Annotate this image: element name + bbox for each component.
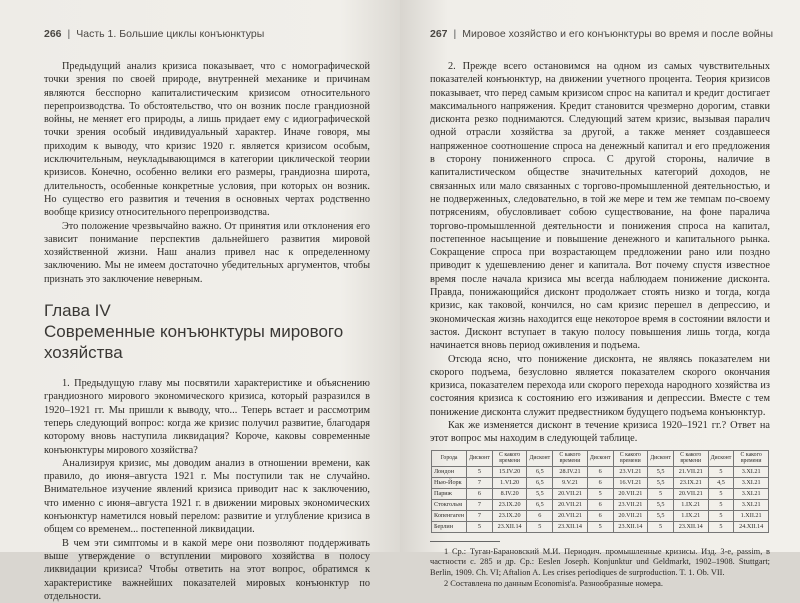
left-paragraph: Это положение чрезвычайно важно. От принятия или отклонения его зависит понимание перспектив дальнейшего развития мировой хозяйственной жизни. Наш анализ привел нас к определенному заключению. Мы не имеем достаточно убедительных аргументов, чтобы признать это заключение неверным. [44, 220, 370, 285]
table-cell: 23.IX.20 [492, 510, 527, 521]
left-page [0, 0, 400, 602]
table-header-cell: С какого времени [492, 450, 527, 466]
left-paragraph: Анализируя кризис, мы доводим анализ в отношении времени, как правило, до июня–августа 1921 г. Мы поступили так не случайно. Внимательное изучение явлений кризиса приводит нас к заключению, что именно с июня–августа 1921 г. в движении мировых экономических конъюнктур наметился новый перелом: развитие и углубление кризиса в общем со временем... постепенной ликвидации. [44, 457, 370, 536]
table-cell: 6,5 [527, 466, 553, 477]
table-cell: 5 [708, 521, 734, 532]
table-header-cell: Дисконт [527, 450, 553, 466]
table-header-cell: С какого времени [553, 450, 588, 466]
left-running-head [44, 28, 264, 40]
table-cell: 7 [467, 499, 493, 510]
left-running-head-title: Часть 1. Большие циклы конъюнктуры [76, 28, 265, 40]
chapter-title: Современные конъюнктуры мирового хозяйства [44, 322, 344, 363]
table-cell: 4,5 [708, 477, 734, 488]
right-paragraph: Как же изменяется дисконт в течение кризиса 1920–1921 гг.? Ответ на этот вопрос мы находим в следующей таблице. [430, 420, 770, 445]
footnote-rule [430, 541, 500, 542]
table-row [432, 488, 769, 499]
table-cell: 9.V.21 [553, 477, 588, 488]
right-running-head [430, 28, 773, 40]
table-header-cell: Города [432, 450, 467, 466]
table-cell: 6 [527, 510, 553, 521]
discount-table [431, 450, 769, 533]
table-cell: 3.XI.21 [734, 488, 769, 499]
table-cell: 5 [648, 521, 674, 532]
table-cell-city: Нью-Йорк [432, 477, 467, 488]
table-cell: 3.XI.21 [734, 499, 769, 510]
table-cell: 20.VII.21 [673, 488, 708, 499]
table-row [432, 477, 769, 488]
footnote: 1 Ср.: Туган-Барановский М.И. Периодич. промышленные кризисы. Изд. 3-е, passim, в частности с. 285 и др. Ср.: Eeslen Joseph. Konjunktur und Geldmarkt, 1902–1908. Stuttgart; Berlin, 1909. Ch. VI; Aftalion A. Les crises periodiques de surproduction. T. 1. Ob. VII. [430, 546, 770, 577]
table-cell: 20.VII.21 [553, 510, 588, 521]
table-cell: 5 [587, 488, 613, 499]
table-cell: 23.XII.14 [613, 521, 648, 532]
table-header-cell: С какого времени [673, 450, 708, 466]
table-cell: 5 [527, 521, 553, 532]
table-cell: 21.VII.21 [673, 466, 708, 477]
table-cell: 20.VII.21 [613, 488, 648, 499]
table-row [432, 510, 769, 521]
table-cell: 5,5 [648, 477, 674, 488]
table-cell: 28.IV.21 [553, 466, 588, 477]
discount-table-body [432, 466, 769, 532]
running-head-separator: | [453, 28, 457, 40]
table-cell: 6,5 [527, 477, 553, 488]
table-cell: 20.VII.21 [553, 499, 588, 510]
table-cell: 5,5 [648, 510, 674, 521]
chapter-heading [44, 300, 370, 363]
table-cell: 6 [467, 488, 493, 499]
footnote: 2 Составлена по данным Economist'a. Разнообразные номера. [444, 578, 663, 588]
table-cell: 6 [587, 499, 613, 510]
left-page-number: 266 [44, 28, 62, 40]
right-running-head-title: Мировое хозяйство и его конъюнктуры во время и после войны [462, 28, 773, 40]
table-cell: 3.XI.21 [734, 466, 769, 477]
table-cell: 5 [467, 466, 493, 477]
table-header-cell: С какого времени [613, 450, 648, 466]
table-row [432, 499, 769, 510]
table-cell: 23.IX.21 [673, 477, 708, 488]
table-cell: 16.VI.21 [613, 477, 648, 488]
left-paragraph: 1. Предыдущую главу мы посвятили характеристике и объяснению грандиозного мирового экономического кризиса, который разразился в 1920–1921 гг. Мы пришли к выводу, что... Теперь встает и рассмотрим теперь следующий вопрос: когда же кризис получил развитие, благодаря которому вновь наступила ликвидация? Короче, каковы современные конъюнктуры мирового хозяйства? [44, 378, 370, 456]
table-cell: 24.XII.14 [734, 521, 769, 532]
right-paragraph: Отсюда ясно, что понижение дисконта, не являясь показателем ни скорого подъема, безусловно является показателем скорого окончания кризиса, показателем перехода или скорого перехода народного хозяйства из состояния кризиса к состоянию его изживания и депрессии. Вместе с тем понижение дисконта служит предвестником будущего подъема конъюнктур. [430, 353, 770, 418]
table-cell: 5 [708, 466, 734, 477]
table-header-cell: С какого времени [734, 450, 769, 466]
table-cell: 6 [587, 466, 613, 477]
table-cell-city: Берлин [432, 521, 467, 532]
table-header-cell: Дисконт [708, 450, 734, 466]
left-paragraph: В чем эти симптомы и в какой мере они позволяют поддерживать выше утверждение о вступлении мирового хозяйства в полосу ликвидации кризиса? Чтобы ответить на этот вопрос, обратимся к характеристике важнейших показателей мировых конъюнктур по отдельности. [44, 537, 370, 602]
table-cell-city: Стокгольм [432, 499, 467, 510]
table-cell: 1.XII.21 [734, 510, 769, 521]
table-cell: 5 [708, 510, 734, 521]
table-header-cell: Дисконт [648, 450, 674, 466]
chapter-label: Глава IV [44, 301, 111, 321]
right-body-text [430, 60, 770, 589]
table-cell: 5 [648, 488, 674, 499]
table-cell: 5 [708, 499, 734, 510]
table-cell: 1.IX.21 [673, 499, 708, 510]
table-cell: 7 [467, 477, 493, 488]
right-paragraph: 2. Прежде всего остановимся на одном из самых чувствительных показателей конъюнктур, на движении учетного процента. Теория кризисов показывает, что перед самым кризисом спрос на капитал и кредит достигает максимального напряжения. Кредит становится чрезмерно дорогим, ставки дисконта резко поднимаются. Следующий затем кризис, вызывая паралич одной отрасли хозяйства за другой, а также меняет создавшееся напряженное соотношение спроса на денежный капитал и его предложения в сторону пониженного спроса. С другой стороны, наличие в капиталистическом обществе значительных категорий доходов, не связанных или мало связанных с торгово-промышленной деятельностью, и не подверженных, следовательно, в той же мере и тем же темпам по-своему потрясениям, обусловливает собою существование, на фоне паралича торгово-промышленной деятельности и понижения спроса на капитал, постепенное насыщение и повышение денежного и капитального рынка. Сокращение спроса при возрастающем предложении рано или поздно приводит к удешевлению денег и капитала. Вот почему спустя известное время после начала кризиса мы всегда наблюдаем понижение дисконта. Правда, понижающийся дисконт продолжает стоять низко и тогда, когда кризис, как таковой, кончился, но сам кризис перешел в депрессию, и экономическая жизнь находится еще некоторое время в состоянии вялости и застоя. Дисконт вступает в такую полосу повышения лишь тогда, когда начинается вновь период оживления и подъема. [430, 61, 770, 352]
table-cell: 15.IV.20 [492, 466, 527, 477]
table-cell: 6 [587, 477, 613, 488]
table-cell: 6,5 [527, 499, 553, 510]
table-cell: 5,5 [527, 488, 553, 499]
right-page-number: 267 [430, 28, 448, 40]
table-cell-city: Копенгаген [432, 510, 467, 521]
table-cell: 23.IX.20 [492, 499, 527, 510]
table-cell: 5 [587, 521, 613, 532]
running-head-separator: | [67, 28, 71, 40]
table-cell: 1.VI.20 [492, 477, 527, 488]
table-cell: 5 [708, 488, 734, 499]
table-cell-city: Лондон [432, 466, 467, 477]
table-cell: 23.XII.14 [492, 521, 527, 532]
table-cell: 20.VII.21 [553, 488, 588, 499]
table-cell: 5 [467, 521, 493, 532]
table-cell: 23.XII.14 [553, 521, 588, 532]
table-header-cell: Дисконт [587, 450, 613, 466]
table-header-cell: Дисконт [467, 450, 493, 466]
table-cell: 8.IV.20 [492, 488, 527, 499]
table-cell: 7 [467, 510, 493, 521]
table-header-row [432, 450, 769, 466]
table-cell: 23.VI.21 [613, 466, 648, 477]
table-cell: 23.VII.21 [613, 499, 648, 510]
left-body-text [44, 60, 370, 603]
table-row [432, 466, 769, 477]
left-paragraph: Предыдущий анализ кризиса показывает, что с номографической точки зрения по своей природе, внутренней механике и причинам являются бесспорно капиталистическим кризисом относительного перепроизводства. То обстоятельство, что он возник после грандиозной войны, не меняет его природы, а лишь придает ему с идиографической точки зрения особый индивидуальный характер. Иначе говоря, мы приходим к выводу, что кризис 1920 г. является кризисом особым, исключительным, неукладывающимся в категории циклической теории кризисов. Конечно, особенно велики его размеры, грандиозна широта, длительность, особенные конкретные условия, при которых он возник. Но существо его развития и течения в основных чертах родственно вообще кризису относительного перепроизводства. [44, 61, 370, 219]
right-page [400, 0, 800, 588]
table-cell: 5,5 [648, 499, 674, 510]
table-cell: 23.XII.14 [673, 521, 708, 532]
table-cell: 5,5 [648, 466, 674, 477]
table-cell: 1.IX.21 [673, 510, 708, 521]
table-cell: 6 [587, 510, 613, 521]
table-row [432, 521, 769, 532]
table-cell: 3.XI.21 [734, 477, 769, 488]
table-cell: 20.VII.21 [613, 510, 648, 521]
table-cell-city: Париж [432, 488, 467, 499]
